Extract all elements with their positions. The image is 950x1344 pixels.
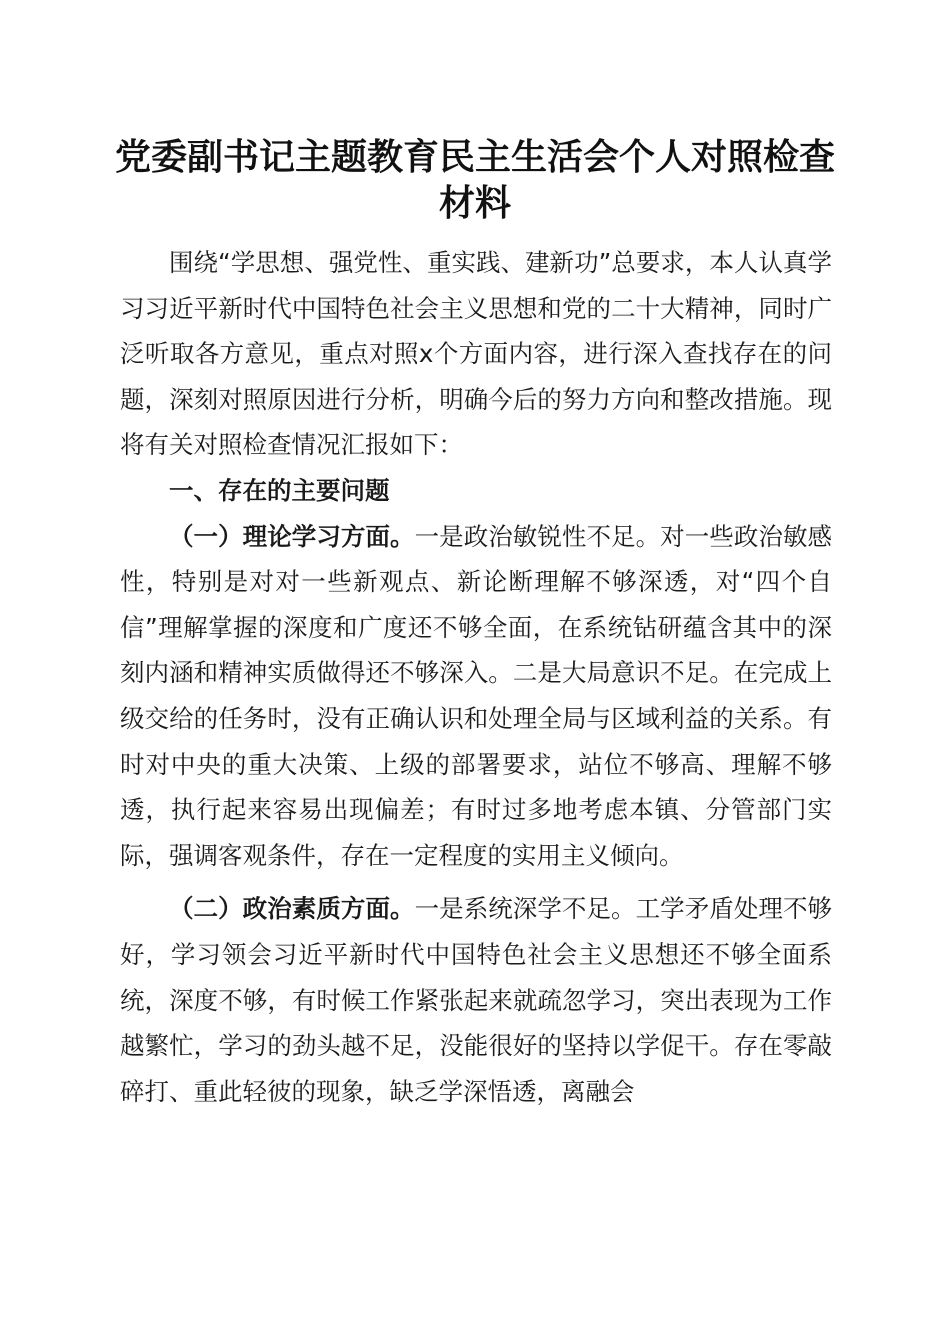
paragraph-theory-study (120, 514, 832, 879)
paragraph-text: 一是政治敏锐性不足。对一些政治敏感性，特别是对对一些新观点、新论断理解不够深透，对“四个自信”理解掌握的深度和广度还不够全面，在系统钻研蕴含其中的深刻内涵和精神实质做得还不够深入。二是大局意识不足。在完成上级交给的任务时，没有正确认识和处理全局与区域利益的关系。有时对中央的重大决策、上级的部署要求，站位不够高、理解不够透，执行起来容易出现偏差；有时过多地考虑本镇、分管部门实际，强调客观条件，存在一定程度的实用主义倾向。 (120, 521, 832, 870)
paragraph-text: 一是系统深学不足。工学矛盾处理不够好，学习领会习近平新时代中国特色社会主义思想还不够全面系统，深度不够，有时候工作紧张起来就疏忽学习，突出表现为工作越繁忙，学习的劲头越不足，没能很好的坚持以学促干。存在零敲碎打、重此轻彼的现象，缺乏学深悟透，离融会 (120, 894, 832, 1106)
paragraph-political-quality (120, 886, 832, 1114)
section-heading-main-problems: 一、存在的主要问题 (169, 475, 390, 505)
document-title: 党委副书记主题教育民主生活会个人对照检查材料 (114, 136, 835, 224)
document-body (120, 240, 832, 1114)
paragraph-lead: （二）政治素质方面。 (169, 894, 415, 924)
paragraph-lead: （一）理论学习方面。 (169, 521, 415, 551)
intro-paragraph: 围绕“学思想、强党性、重实践、建新功”总要求，本人认真学习习近平新时代中国特色社会主义思想和党的二十大精神，同时广泛听取各方意见，重点对照x个方面内容，进行深入查找存在的问题，深刻对照原因进行分析，明确今后的努力方向和整改措施。现将有关对照检查情况汇报如下： (120, 248, 832, 460)
